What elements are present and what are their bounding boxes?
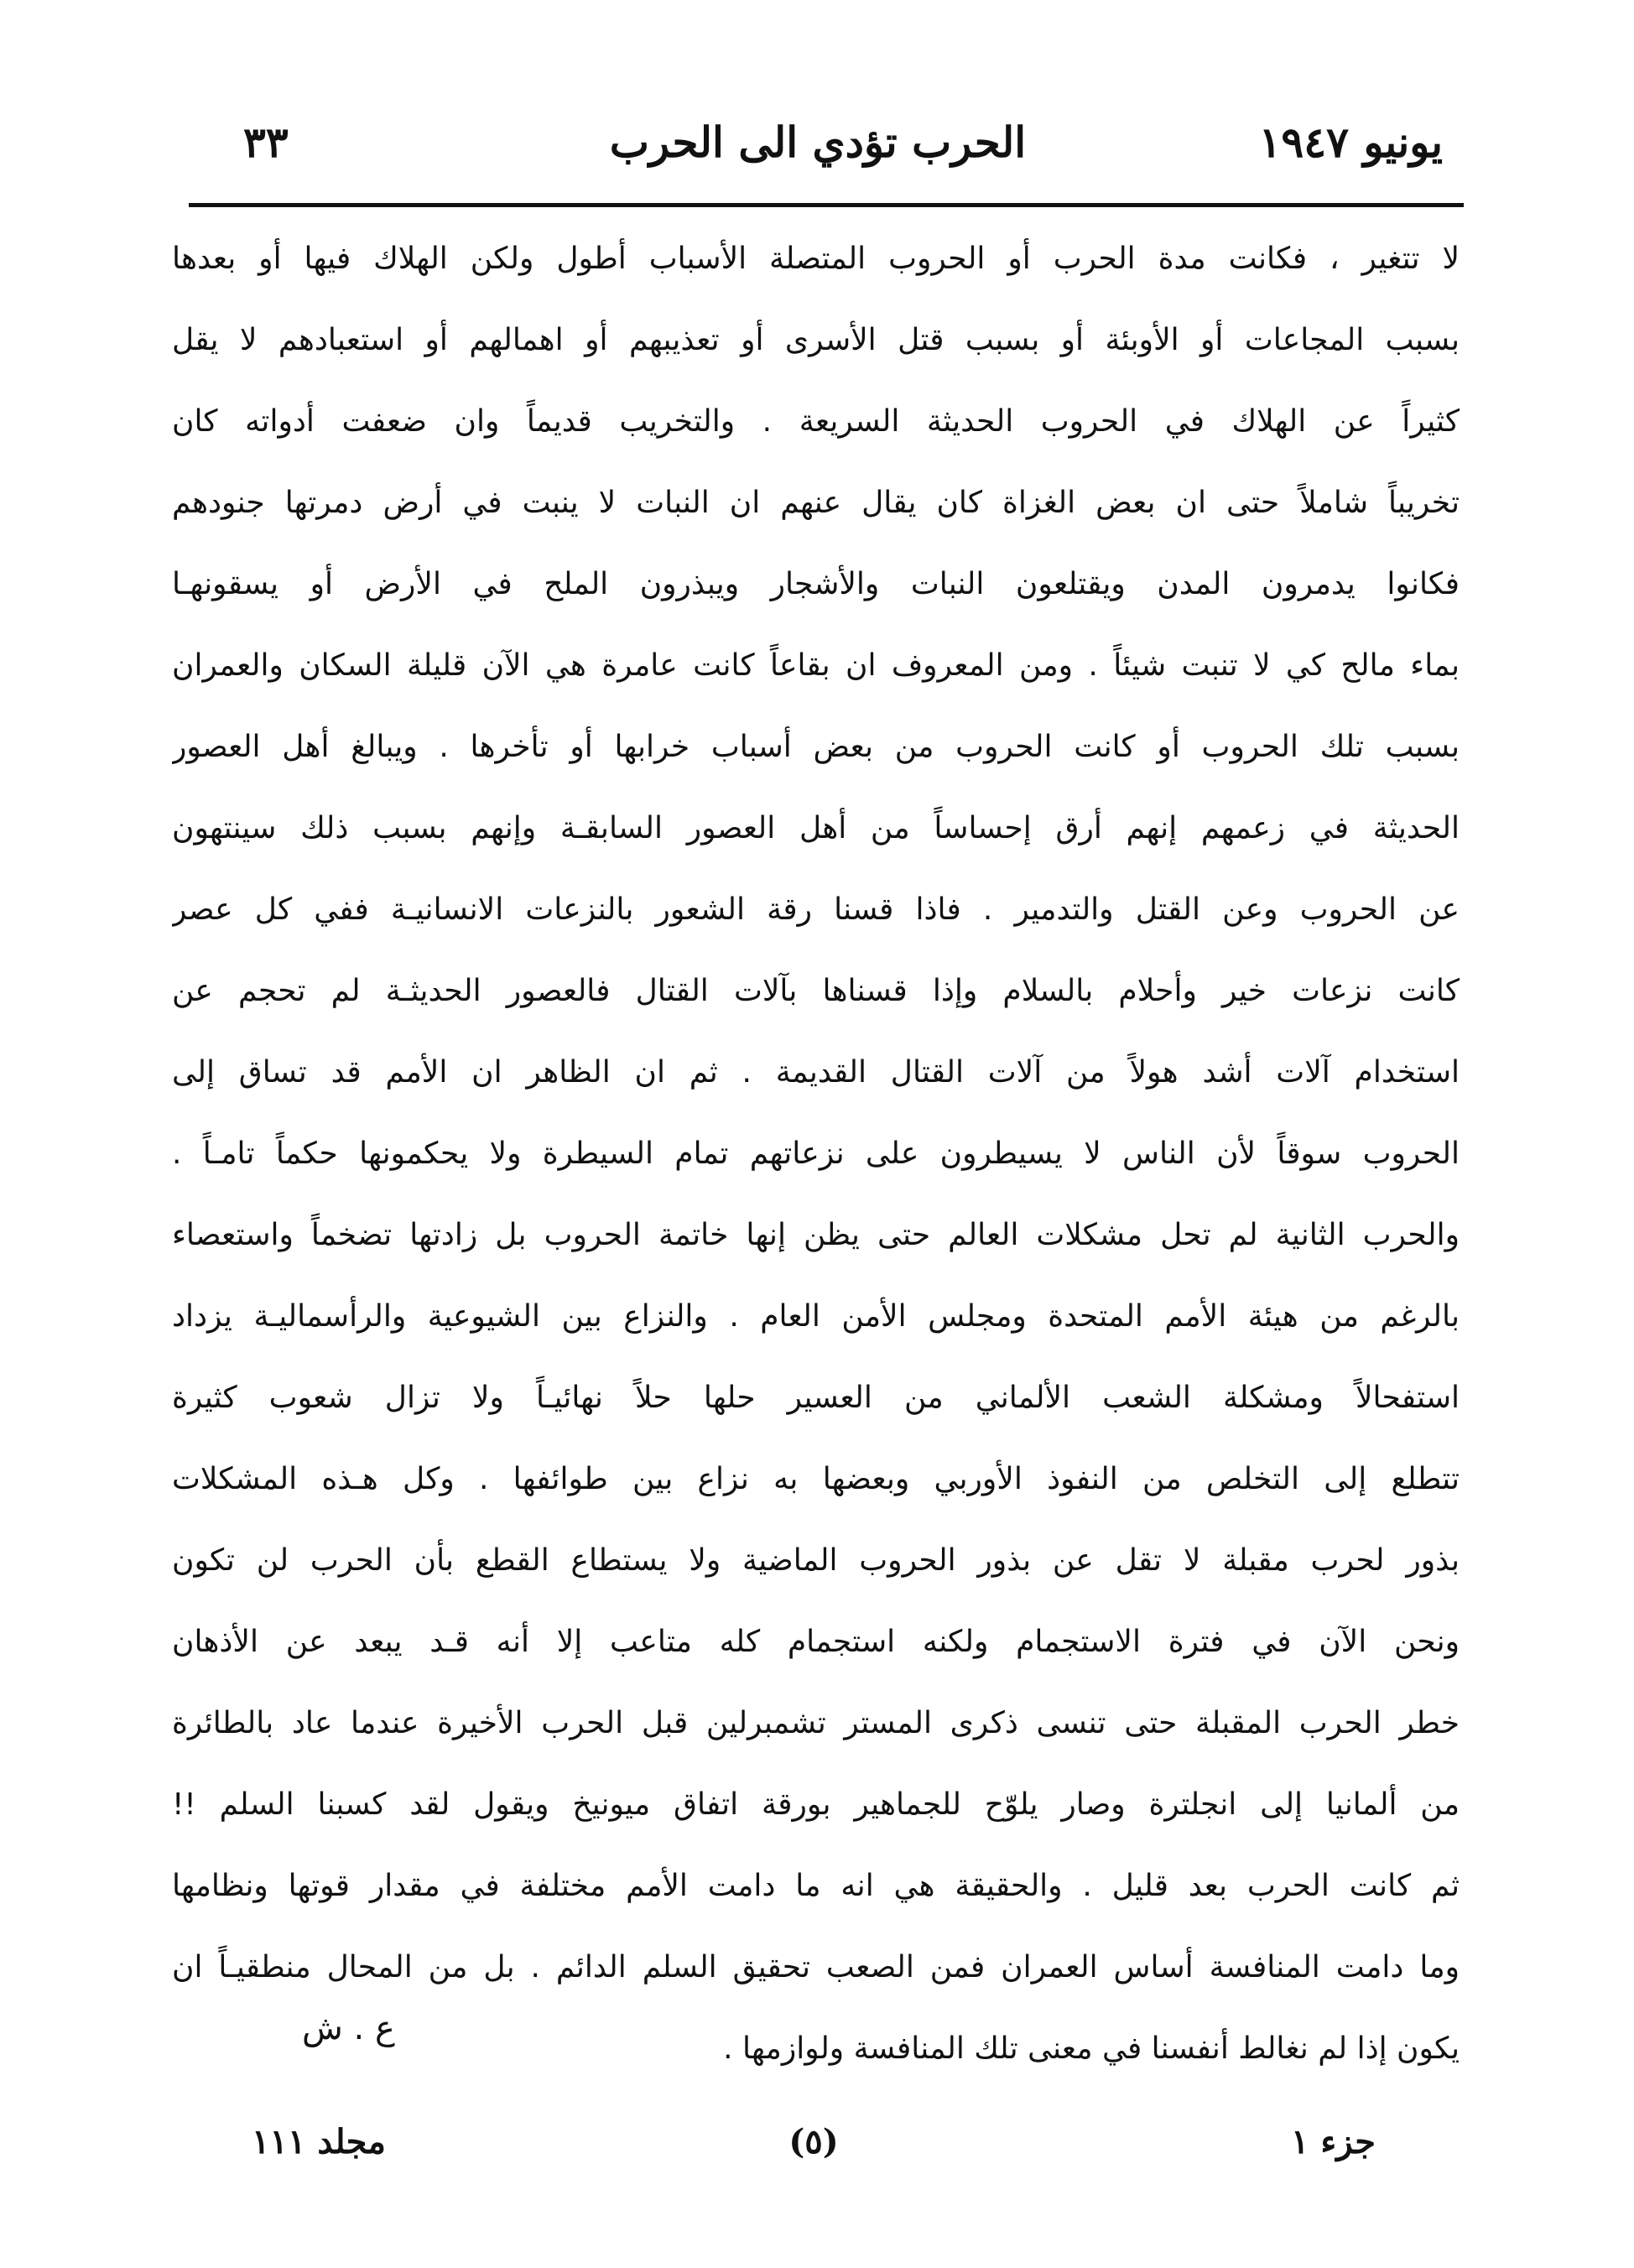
body-line: ثم كانت الحرب بعد قليل . والحقيقة هي انه ما دامت الأمم مختلفة في مقدار قوتها ونظامها bbox=[172, 1869, 1460, 1903]
body-line: بالرغم من هيئة الأمم المتحدة ومجلس الأمن العام . والنزاع بين الشيوعية والرأسماليـة يزداد bbox=[172, 1299, 1460, 1334]
body-line: الحروب سوقاً لأن الناس لا يسيطرون على نزعاتهم تمام السيطرة ولا يحكمونها حكماً تامـاً . bbox=[172, 1137, 1460, 1171]
body-line: بسبب المجاعات أو الأوبئة أو بسبب قتل الأسرى أو تعذيبهم أو اهمالهم أو استعبادهم لا يقل bbox=[172, 323, 1460, 357]
body-line: خطر الحرب المقبلة حتى تنسى ذكرى المستر تشمبرلين قبل الحرب الأخيرة عندما عاد بالطائرة bbox=[172, 1706, 1460, 1740]
page-header bbox=[193, 117, 1443, 193]
body-line: تتطلع إلى التخلص من النفوذ الأوربي وبعضها به نزاع بين طوائفها . وكل هـذه المشكلات bbox=[172, 1462, 1460, 1496]
body-line: وما دامت المنافسة أساس العمران فمن الصعب تحقيق السلم الدائم . بل من المحال منطقيـاً ان bbox=[172, 1950, 1460, 1984]
footer-part: جزء ١ bbox=[1290, 2122, 1376, 2161]
header-rule bbox=[189, 203, 1464, 207]
body-line: لا تتغير ، فكانت مدة الحرب أو الحروب المتصلة الأسباب أطول ولكن الهلاك فيها أو بعدها bbox=[172, 242, 1460, 276]
body-line: عن الحروب وعن القتل والتدمير . فاذا قسنا رقة الشعور بالنزعات الانسانيـة ففي كل عصر bbox=[172, 892, 1460, 927]
body-line: كثيراً عن الهلاك في الحروب الحديثة السريعة . والتخريب قديماً وان ضعفت أدواته كان bbox=[172, 404, 1460, 439]
body-line: الحديثة في زعمهم إنهم أرق إحساساً من أهل العصور السابقـة وإنهم بسبب ذلك سينتهون bbox=[172, 811, 1460, 845]
body-line: بماء مالح كي لا تنبت شيئاً . ومن المعروف ان بقاعاً كانت عامرة هي الآن قليلة السكان والعمران bbox=[172, 648, 1460, 683]
page-number: ٣٣ bbox=[243, 117, 289, 167]
body-line: من ألمانيا إلى انجلترة وصار يلوّح للجماهير بورقة اتفاق ميونيخ ويقول لقد كسبنا السلم !! bbox=[172, 1787, 1460, 1822]
body-line: والحرب الثانية لم تحل مشكلات العالم حتى يظن إنها خاتمة الحروب بل زادتها تضخماً واستعصاء bbox=[172, 1218, 1460, 1252]
article-title: الحرب تؤدي الى الحرب bbox=[609, 117, 1027, 167]
body-line: بسبب تلك الحروب أو كانت الحروب من بعض أسباب خرابها أو تأخرها . ويبالغ أهل العصور bbox=[172, 730, 1460, 764]
footer-volume: مجلد ١١١ bbox=[252, 2122, 386, 2161]
header-date: يونيو ١٩٤٧ bbox=[1258, 117, 1443, 167]
article-body bbox=[172, 218, 1460, 2089]
body-line: كانت نزعات خير وأحلام بالسلام وإذا قسناها بآلات القتال فالعصور الحديثـة لم تحجم عن bbox=[172, 974, 1460, 1008]
body-line: بذور لحرب مقبلة لا تقل عن بذور الحروب الماضية ولا يستطاع القطع بأن الحرب لن تكون bbox=[172, 1543, 1460, 1578]
body-line: يكون إذا لم نغالط أنفسنا في معنى تلك المنافسة ولوازمها . bbox=[723, 2031, 1460, 2066]
body-line: تخريباً شاملاً حتى ان بعض الغزاة كان يقال عنهم ان النبات لا ينبت في أرض دمرتها جنودهم bbox=[172, 486, 1460, 520]
body-line: استفحالاً ومشكلة الشعب الألماني من العسير حلها حلاً نهائيـاً ولا تزال شعوب كثيرة bbox=[172, 1381, 1460, 1415]
body-line: استخدام آلات أشد هولاً من آلات القتال القديمة . ثم ان الظاهر ان الأمم قد تساق إلى bbox=[172, 1055, 1460, 1090]
footer-sheet-number: (٥) bbox=[788, 2122, 839, 2161]
body-line: ونحن الآن في فترة الاستجمام ولكنه استجمام كله متاعب إلا أنه قـد يبعد عن الأذهان bbox=[172, 1625, 1460, 1659]
author-signature: ع . ش bbox=[302, 2009, 395, 2047]
body-line: فكانوا يدمرون المدن ويقتلعون النبات والأشجار ويبذرون الملح في الأرض أو يسقونهـا bbox=[172, 567, 1460, 601]
page-footer bbox=[252, 2122, 1376, 2172]
